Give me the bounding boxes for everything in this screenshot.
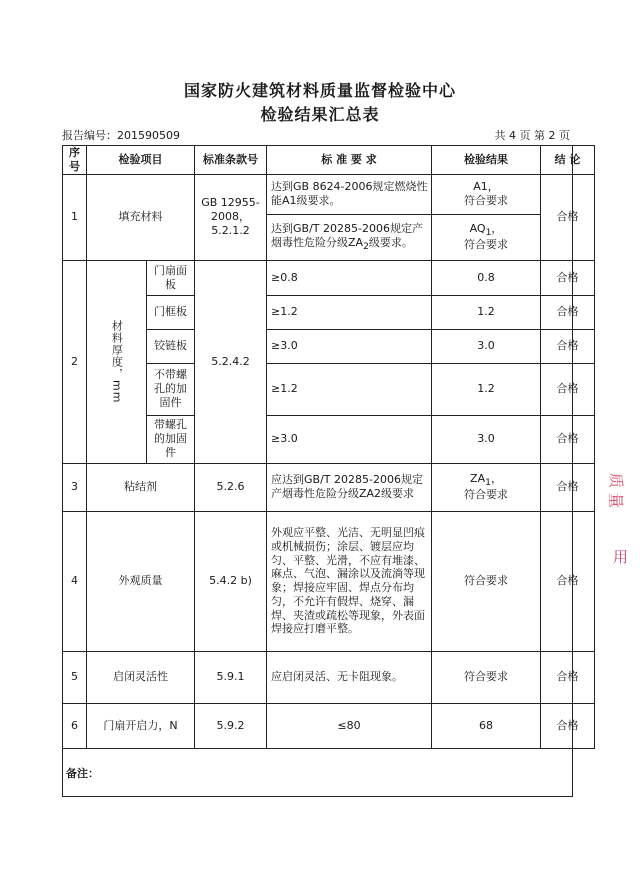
item-name: 启闭灵活性 — [87, 651, 195, 703]
col-result: 检验结果 — [432, 146, 541, 175]
requirement: 达到GB 8624-2006规定燃烧性能A1级要求。 — [267, 174, 432, 214]
requirement: 外观应平整、光洁、无明显凹痕或机械损伤；涂层、镀层应均匀、平整、光滑，不应有堆漆、麻点、气泡、漏涂以及流淌等现象；焊接应牢固、焊点分布均匀，不允许有假焊、烧穿、漏焊、夹渣或疏松等现象，外表面焊接应打磨平整。 — [267, 511, 432, 651]
conclusion: 合格 — [541, 415, 595, 463]
col-conclusion: 结 论 — [541, 146, 595, 175]
item-name: 粘结剂 — [87, 463, 195, 511]
conclusion: 合格 — [541, 260, 595, 295]
seal-stamp — [605, 470, 640, 580]
row-number: 1 — [63, 174, 87, 260]
item-name: 材料厚度，mm — [87, 260, 147, 463]
result: 3.0 — [432, 329, 541, 363]
result: 1.2 — [432, 295, 541, 329]
conclusion: 合格 — [541, 651, 595, 703]
result: 3.0 — [432, 415, 541, 463]
clause: 5.2.6 — [195, 463, 267, 511]
result: 1.2 — [432, 363, 541, 415]
requirement: ≤80 — [267, 703, 432, 748]
col-requirement: 标 准 要 求 — [267, 146, 432, 175]
stamp-char: 用 — [613, 548, 629, 566]
remark: 备注： — [66, 767, 99, 780]
result: $ZA_1$， 符合要求 — [432, 463, 541, 511]
requirement: ≥1.2 — [267, 363, 432, 415]
requirement: ≥0.8 — [267, 260, 432, 295]
conclusion: 合格 — [541, 329, 595, 363]
item-name: 外观质量 — [87, 511, 195, 651]
page-title: 检验结果汇总表 — [260, 105, 380, 124]
stamp-char: 量 — [607, 492, 626, 509]
conclusion: 合格 — [541, 463, 595, 511]
org-title: 国家防火建筑材料质量监督检验中心 — [183, 81, 456, 100]
row-number: 5 — [63, 651, 87, 703]
sub-item-name: 带螺孔的加固件 — [147, 415, 195, 463]
sub-item-name: 门扇面板 — [147, 260, 195, 295]
stamp-char: 质 — [607, 472, 626, 489]
item-name: 门扇开启力，N — [87, 703, 195, 748]
requirement: ≥3.0 — [267, 329, 432, 363]
result: 符合要求 — [432, 511, 541, 651]
row-number: 4 — [63, 511, 87, 651]
report-number: 报告编号：201590509 — [62, 129, 180, 142]
conclusion: 合格 — [541, 511, 595, 651]
clause: GB 12955-2008，5.2.1.2 — [195, 174, 267, 260]
result: 68 — [432, 703, 541, 748]
conclusion: 合格 — [541, 363, 595, 415]
result: 符合要求 — [432, 651, 541, 703]
table-frame — [62, 145, 573, 797]
item-name: 填充材料 — [87, 174, 195, 260]
clause: 5.9.1 — [195, 651, 267, 703]
sub-item-name: 门框板 — [147, 295, 195, 329]
result: 0.8 — [432, 260, 541, 295]
col-no: 序号 — [63, 146, 87, 175]
sub-item-name: 不带螺孔的加固件 — [147, 363, 195, 415]
clause: 5.9.2 — [195, 703, 267, 748]
clause: 5.4.2 b) — [195, 511, 267, 651]
sub-item-name: 铰链板 — [147, 329, 195, 363]
requirement: ≥1.2 — [267, 295, 432, 329]
requirement: 应达到GB/T 20285-2006规定产烟毒性危险分级ZA2级要求 — [267, 463, 432, 511]
row-number: 6 — [63, 703, 87, 748]
col-item: 检验项目 — [87, 146, 195, 175]
requirement: 达到GB/T 20285-2006规定产烟毒性危险分级$ZA_2$级要求。 — [267, 214, 432, 260]
row-number: 3 — [63, 463, 87, 511]
result: $AQ_1$， 符合要求 — [432, 214, 541, 260]
requirement: ≥3.0 — [267, 415, 432, 463]
page-number: 共 4 页 第 2 页 — [494, 129, 570, 142]
clause: 5.2.4.2 — [195, 260, 267, 463]
result: A1， 符合要求 — [432, 174, 541, 214]
conclusion: 合格 — [541, 174, 595, 260]
col-clause: 标准条款号 — [195, 146, 267, 175]
conclusion: 合格 — [541, 295, 595, 329]
row-number: 2 — [63, 260, 87, 463]
requirement: 应启闭灵活、无卡阻现象。 — [267, 651, 432, 703]
conclusion: 合格 — [541, 703, 595, 748]
